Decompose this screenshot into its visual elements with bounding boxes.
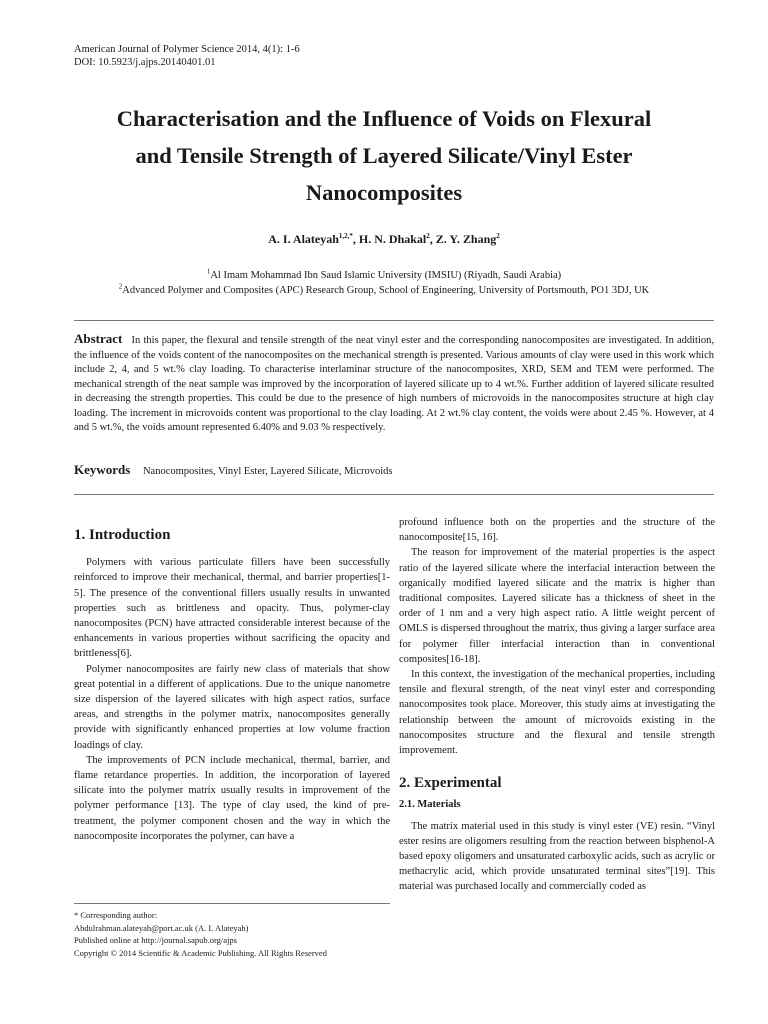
experimental-paragraph: The matrix material used in this study is vinyl ester (VE) resin. “Vinyl ester resins are oligomers resulting from the reaction between bisphenol-A based epoxy oligomers and unsaturated carboxylic acids, such as acrylic or methacrylic acid, which provide unsaturated terminal sites”[19]. This material was purchased locally and commercially coded as	[399, 820, 715, 893]
section-heading-introduction: 1. Introduction	[74, 527, 171, 543]
abstract-text: In this paper, the flexural and tensile strength of the neat vinyl ester and the corresponding nanocomposites are investigated. In addition, the influence of the voids content of the nanocomposites on the mechanical strength is presented. Various amounts of clay were used in this work which include 2, 4, and 5 wt.% clay loading. To characterise interlaminar structure of the nanocomposites, XRD, SEM and TEM were performed. The mechanical strength of the neat sample was improved by the incorporation of layered silicate up to 4 wt.%. Further addition of layered silicate resulted in decreasing the strength properties. This could be due to the presence of high numbers of microvoids in the nanocomposites structure at high clay loading. The increment in microvoids content was proportional to the clay loading. At 2 wt.% clay content, the voids were about 2.45 %. However, at 4 and 5 wt.%, the voids amount represented 6.40% and 9.03 % respectively.	[74, 335, 715, 433]
author-affiliation-marker: 2	[426, 232, 430, 240]
author-affiliation-marker: 2	[496, 232, 500, 240]
affiliation-text: Advanced Polymer and Composites (APC) Research Group, School of Engineering, University of Portsmouth, PO1 3DJ, UK	[122, 285, 650, 296]
divider-top	[74, 320, 714, 321]
affiliation-marker: 2	[118, 282, 123, 291]
author-name: A. I. Alateyah	[268, 232, 339, 246]
keywords	[74, 462, 714, 478]
subsection-heading-materials: 2.1. Materials	[399, 799, 461, 811]
affiliation-1	[0, 268, 768, 283]
intro-paragraph: profound influence both on the properties and the structure of the nanocomposite[15, 16].	[399, 517, 715, 544]
footnote-corresponding: * Corresponding author:	[74, 910, 158, 920]
journal-header	[74, 43, 300, 69]
left-column	[74, 528, 390, 844]
affiliation-2	[0, 283, 768, 298]
section-heading-experimental: 2. Experimental	[399, 775, 502, 792]
footnote-copyright: Copyright © 2014 Scientific & Academic Publishing. All Rights Reserved	[74, 947, 327, 958]
affiliation-text: Al Imam Mohammad Ibn Saud Islamic University (IMSIU) (Riyadh, Saudi Arabia)	[210, 270, 562, 281]
divider-bottom	[74, 494, 714, 495]
journal-doi: DOI: 10.5923/j.ajps.20140401.01	[74, 57, 216, 68]
keywords-heading: Keywords	[74, 462, 131, 477]
title-line-3: Nanocomposites	[305, 180, 463, 205]
author-name: H. N. Dhakal	[358, 232, 427, 246]
right-column	[399, 515, 715, 895]
affiliations	[0, 268, 768, 298]
intro-paragraph: Polymers with various particulate fillers have been successfully reinforced to improve their mechanical, thermal, and barrier properties[1-5]. The presence of the conventional fillers usually results in unwanted properties such as brittleness and opacity. Thus, polymer-clay nanocomposites (PCN) have attracted considerable interest because of the enhancements in various properties without sacrificing the opacity and brittleness[6].	[74, 557, 390, 660]
affiliation-marker: 1	[206, 267, 211, 276]
author-name: Z. Y. Zhang	[435, 232, 497, 246]
abstract	[74, 332, 714, 436]
abstract-heading: Abstract	[74, 331, 123, 346]
title-line-1: Characterisation and the Influence of Voids on Flexural	[116, 106, 652, 131]
footnote-published: Published online at http://journal.sapub.org/ajps	[74, 935, 237, 945]
intro-paragraph: The improvements of PCN include mechanical, thermal, barrier, and flame retardance properties. In addition, the incorporation of layered silicate into the polymer matrix usually results in improvement of the polymer performance [13]. The type of clay used, the kind of pre-treatment, the polymer component chosen and the way in which the nanocomposite incorporates the polymer, can have a	[74, 754, 390, 842]
intro-paragraph: In this context, the investigation of the mechanical properties, including tensile and flexural strength, of the neat vinyl ester and corresponding nanocomposites took place. Moreover, this study aims at investigating the relationship between the amount of microvoids existing in the nanocomposites structure and the flexural and tensile strength improvement.	[399, 669, 715, 757]
footnote-email: Abdulrahman.alateyah@port.ac.uk (A. I. Alateyah)	[74, 922, 249, 933]
intro-paragraph: Polymer nanocomposites are fairly new class of materials that show great potential in a different of applications. Due to the unique nanometre size dispersion of the layered silicates with high aspect ratios, surface areas, and strengths in the polymer matrix, nanocomposites generally provide with significantly enhanced properties at low volume fraction loadings of clay.	[74, 663, 390, 751]
intro-paragraph: The reason for improvement of the material properties is the aspect ratio of the layered silicate where the interfacial interaction between the organically modified layered silicate and the matrix is higher than traditional composites. Layered silicate has a thickness of sheet in the order of 1 nm and a very high aspect ratio. A little weight percent of OMLS is dispersed throughout the matrix, thus giving a larger surface area for polymer filler interfacial interaction than in conventional composites[16-18].	[399, 547, 715, 665]
author-list: A. I. Alateyah$^{1,2,*}$, H. N. Dhakal$^2$, Z. Y. Zhang$^2$	[268, 232, 500, 246]
footnote-rule	[74, 903, 390, 904]
footnote	[74, 909, 390, 959]
keywords-text: Nanocomposites, Vinyl Ester, Layered Silicate, Microvoids	[142, 466, 393, 477]
author-affiliation-marker: 1,2,*	[338, 232, 353, 240]
title-line-2: and Tensile Strength of Layered Silicate/Vinyl Ester	[135, 143, 633, 168]
journal-citation: American Journal of Polymer Science 2014, 4(1): 1-6	[74, 44, 300, 55]
paper-title	[60, 100, 708, 211]
